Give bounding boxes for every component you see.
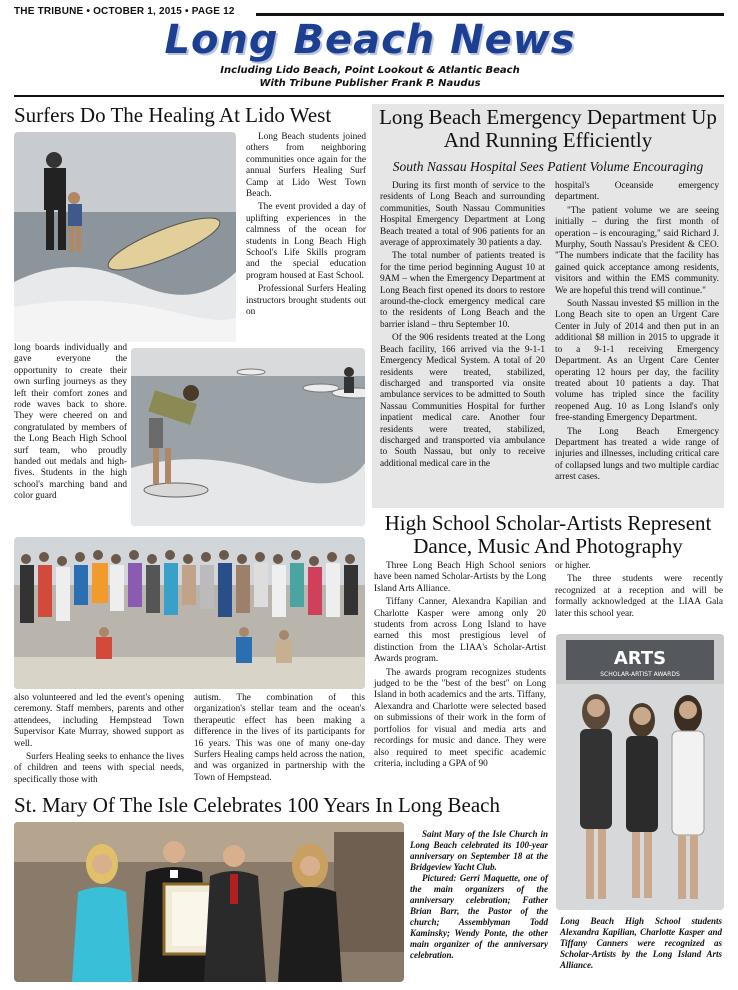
surfers-photo-2 (131, 348, 365, 526)
stmary-caption-line1: Saint Mary of the Isle Church in Long Beach celebrated its 100-year anniversary on September 18 at the Bridgeview Yacht Club. (410, 829, 548, 872)
surfers-headline: Surfers Do The Healing At Lido West (14, 103, 332, 127)
stmary-photo (14, 822, 404, 982)
er-col-2 (555, 181, 719, 486)
masthead-rule (14, 95, 724, 97)
scholars-para: The awards program recognizes students judged to be the "best of the best" on Long Island in both academics and the arts. Tiffany, Alexandra and Charlotte were selected based on submissions of their work in the form of portfolios for visual and media arts and recordings for music and dance. They were also required to meet specific academic criteria, including a GPA of 90 (374, 667, 546, 769)
scholars-para: The three students were recently recognized at a reception and will be formally acknowledged at the LIAA Gala later this school year. (555, 574, 723, 619)
masthead-title: Long Beach News (164, 17, 576, 63)
arts-sign-text: ARTS (613, 648, 667, 669)
surfers-group-photo (14, 537, 365, 689)
surfers-para: The event provided a day of uplifting experiences in the calmness of the ocean for students in Long Beach High School's Life Skills program and the special education program housed at East School. (246, 202, 366, 281)
er-headline: Long Beach Emergency Department Up And Running Efficiently (379, 105, 717, 152)
arts-sign-subtext: SCHOLAR-ARTIST AWARDS (600, 671, 680, 678)
scholars-headline: High School Scholar-Artists Represent Dance, Music And Photography (384, 511, 712, 558)
er-para: "The patient volume we are seeing initially – during the first month of operation – is encouraging," said Richard J. Murphy, South Nassau's President & CEO. "The numbers indicate that the facility has gained quick acceptance among residents, visitors and within the EMS community. We are hopeful this trend will continue." (555, 205, 719, 296)
er-subhead: South Nassau Hospital Sees Patient Volume Encouraging (392, 159, 704, 174)
surfers-col-top (246, 132, 366, 321)
surfers-photo-1 (14, 132, 236, 342)
surfers-para: Professional Surfers Healing instructors brought students out on (246, 284, 366, 318)
scholars-caption: Long Beach High School students Alexandra Kapilian, Charlotte Kasper and Tiffany Canners were recognized as Scholar-Artists by the Long Island Arts Alliance. (560, 916, 722, 970)
surfers-col-bot-left (14, 693, 184, 788)
masthead-subtitle (210, 64, 530, 90)
er-para: The Long Beach Emergency Department has treated a wide range of injuries and illnesses, including critical care of collapsed lungs and two multiple cardiac arrest cases. (555, 426, 719, 483)
masthead-subtitle-line2: With Tribune Publisher Frank P. Naudus (259, 78, 481, 89)
header-rule (256, 13, 724, 16)
scholars-col-2 (555, 561, 723, 622)
scholars-col-1 (374, 561, 546, 772)
surfers-para: autism. The combination of this organization's stellar team and the ocean's therapeutic effect has been making a difference in the lives of its participants for 16 years. This was one of many one-day Surfers Healing camps held across the nation, and was organized in partnership with the Town of Hempstead. (194, 693, 365, 783)
er-para: The total number of patients treated is for the time period beginning August 10 at 9AM – when the Emergency Department at Long Beach first opened its doors to restore around-the-clock emergency medical care to the residents of Long Beach and the barrier island – thru September 10. (380, 251, 545, 330)
surfers-para: Long Beach students joined others from neighboring communities once again for the annual Surfers Healing Surf Camp at Lido West Town Beach. (246, 132, 366, 200)
scholars-photo (556, 634, 724, 910)
page-folio: THE TRIBUNE • OCTOBER 1, 2015 • PAGE 12 (14, 6, 235, 17)
er-col-1 (380, 181, 545, 472)
stmary-caption-line2: Pictured: Gerri Maquette, one of the main organizers of the anniversary celebration; Father Brian Barr, the Pastor of the church; Assemblyman Todd Kaminsky; Wendy Ponte, the other main organizer of the anniversary celebration. (410, 873, 548, 960)
er-para: hospital's Oceanside emergency department. (555, 181, 719, 203)
er-para: South Nassau invested $5 million in the Long Beach site to open an Urgent Care Center in July of 2014 and then put in an additional $8 million in 2015 to upgrade it to a 9-1-1 receiving Emergency Department. As an Urgent Care Center operating 12 hours per day, the facility treated about 10 patients a day. That volume has tripled since the facility reopened Aug. 10 as Long Island's only free-standing Emergency Department. (555, 299, 719, 424)
surfers-para: Surfers Healing seeks to enhance the lives of children and teens with special needs, specifically those with (14, 752, 184, 785)
surfers-col-mid (14, 343, 127, 505)
masthead-subtitle-line1: Including Lido Beach, Point Lookout & Atlantic Beach (220, 65, 520, 76)
scholars-para: or higher. (555, 561, 591, 571)
er-para: Of the 906 residents treated at the Long Beach facility, 166 arrived via the 9-1-1 Emergency Medical System. A total of 20 residents were treated, stabilized, discharged and transported via onsite ambulance services to be admitted to South Nassau Communities Hospital for further inpatient medical care. Another four residents were treated, stabilized, discharged and transported via ambulance to South Nassau, but only to receive additional medical care in the (380, 333, 545, 469)
stmary-caption (410, 829, 548, 961)
stmary-headline: St. Mary Of The Isle Celebrates 100 Years In Long Beach (14, 793, 501, 817)
scholars-para: Three Long Beach High School seniors have been named Scholar-Artists by the Long Island Arts Alliance. (374, 561, 546, 594)
er-para: During its first month of service to the residents of Long Beach and surrounding communities, South Nassau Communities Hospital Emergency Department at Long Beach treated a total of 906 patients for an average of approximately 30 patients a day. (380, 181, 545, 249)
scholars-para: Tiffany Canner, Alexandra Kapilian and Charlotte Kasper were among only 20 students from across Long Island to have earned this most prestigious level of distinction from the LIAA's Scholar-Artist Awards program. (374, 597, 546, 665)
surfers-para: long boards individually and gave everyone the opportunity to create their own surfing journeys as they left their comfort zones and rode waves back to shore. They were cheered on and congratulated by members of the Long Beach High School surf team, who proudly handed out medals and high-fives. Students in the high school's marching band and color guard (14, 343, 127, 502)
surfers-para: also volunteered and led the event's opening ceremony. Staff members, parents and other attendees, including Hempstead Town Supervisor Kate Murray, showed support as well. (14, 693, 184, 749)
surfers-col-bot-right (194, 693, 365, 786)
